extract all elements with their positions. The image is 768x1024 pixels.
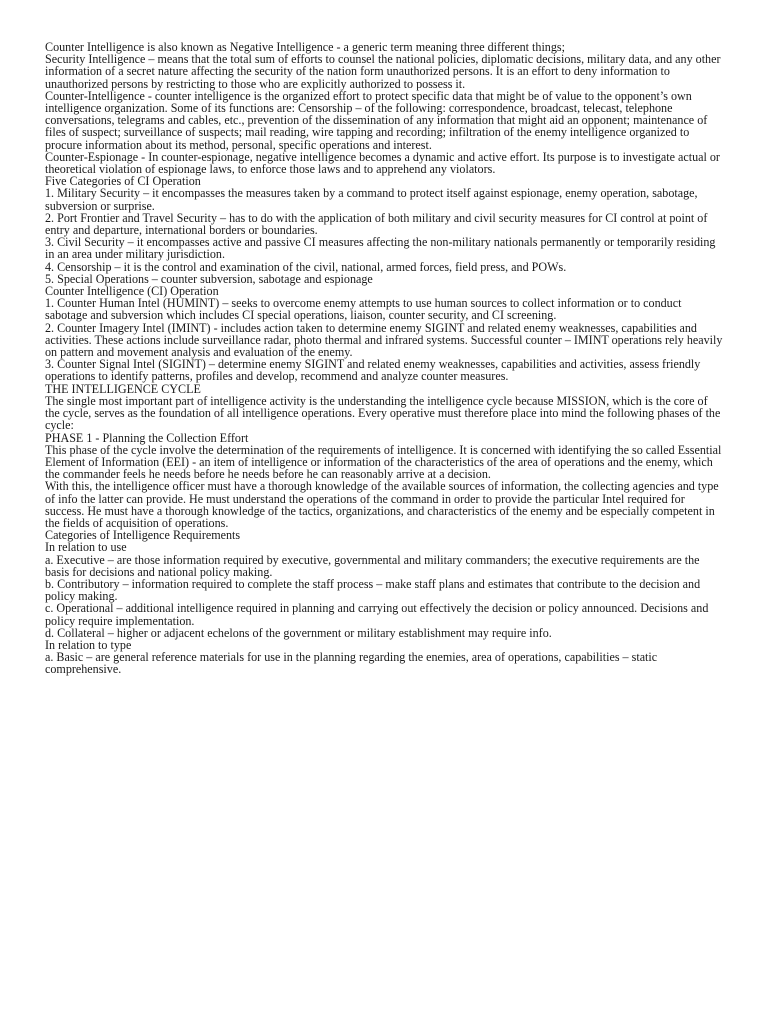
section-heading: THE INTELLIGENCE CYCLE <box>45 381 201 396</box>
counter-espionage-paragraph: Counter-Espionage - In counter-espionage, negative intelligence becomes a dynamic and active effort. Its purpose is to investigate actual or theoretical violation of espionage laws, to enforce those laws and to apprehend any violators. <box>45 149 720 177</box>
sub-heading: In relation to use <box>45 540 127 555</box>
sub-heading: In relation to type <box>45 637 132 652</box>
list-item: d. Collateral – higher or adjacent echelons of the government or military establishment may require info. <box>45 625 552 640</box>
list-item: 1. Military Security – it encompasses the measures taken by a command to protect itself against espionage, enemy operation, sabotage, subversion or surprise. <box>45 186 698 213</box>
body-paragraph: This phase of the cycle involve the determination of the requirements of intelligence. It is concerned with identifying the so called Essential Element of Information (EEI) - an item of intelligence or information of the characteristics of the area of operations and the enemy, which the commander feels he needs before he needs before he can reasonably arrive at a decision. <box>45 442 722 482</box>
section-heading: Five Categories of CI Operation <box>45 174 201 189</box>
list-item: 1. Counter Human Intel (HUMINT) – seeks to overcome enemy attempts to use human sources to collect information or to conduct sabotage and subversion which includes CI special operations, liaison, counter security, and CI screening. <box>45 296 682 323</box>
body-paragraph: The single most important part of intelligence activity is the understanding the intelligence cycle because MISSION, which is the core of the cycle, serves as the foundation of all intelligence operations. Every operative must therefore place into mind the following phases of the cycle: <box>45 393 721 433</box>
list-item: 2. Port Frontier and Travel Security – has to do with the application of both military and civil security measures for CI control at point of entry and departure, international borders or boundaries. <box>45 210 708 238</box>
section-heading: PHASE 1 - Planning the Collection Effort <box>45 430 249 445</box>
list-item: 3. Civil Security – it encompasses active and passive CI measures affecting the non-military nationals permanently or temporarily residing in an area under military jurisdiction. <box>45 235 716 262</box>
list-item: 5. Special Operations – counter subversion, sabotage and espionage <box>45 271 373 286</box>
counter-intelligence-paragraph: Counter-Intelligence - counter intelligence is the organized effort to protect specific data that might be of value to the opponent’s own intelligence organization. Some of its functions are: Censorship – of the following: correspondence, broadcast, telecast, telephone conversations, telegrams and cables, etc., prevention of the dissemination of any information that might aid an opponent; maintenance of files of suspect; surveillance of suspects; mail reading, wire tapping and recording; infiltration of the enemy intelligence organized to procure information about its method, personal, specific operations and interest. <box>45 88 708 152</box>
intro-paragraph: Counter Intelligence is also known as Negative Intelligence - a generic term meaning three different things; <box>45 40 565 54</box>
list-item: a. Basic – are general reference materials for use in the planning regarding the enemies, area of operations, capabilities – static comprehensive. <box>45 650 658 677</box>
list-item: 2. Counter Imagery Intel (IMINT) - includes action taken to determine enemy SIGINT and related enemy weaknesses, capabilities and activities. These actions include surveillance radar, photo thermal and infrared systems. Successful counter – IMINT operations rely heavily on pattern and movement analysis and evaluation of the enemy. <box>45 320 723 360</box>
list-item: 4. Censorship – it is the control and examination of the civil, national, armed forces, field press, and POWs. <box>45 259 567 274</box>
section-heading: Categories of Intelligence Requirements <box>45 528 241 543</box>
body-paragraph: With this, the intelligence officer must have a thorough knowledge of the available sources of information, the collecting agencies and type of info the latter can provide. He must understand the operations of the command in order to provide the particular Intel required for success. He must have a thorough knowledge of the tactics, organizations, and characteristics of the enemy and be especially competent in the fields of acquisition of operations. <box>45 479 719 530</box>
document-page <box>45 41 725 676</box>
list-item: 3. Counter Signal Intel (SIGINT) – determine enemy SIGINT and related enemy weaknesses, capabilities and activities, assess friendly operations to identify patterns, profiles and develop, recommend and analyze counter measures. <box>45 357 701 384</box>
section-heading: Counter Intelligence (CI) Operation <box>45 284 219 299</box>
list-item: a. Executive – are those information required by executive, governmental and military commanders; the executive requirements are the basis for decisions and national policy making. <box>45 552 700 579</box>
list-item: b. Contributory – information required to complete the staff process – make staff plans and estimates that contribute to the decision and policy making. <box>45 576 701 604</box>
security-intelligence-paragraph: Security Intelligence – means that the total sum of efforts to counsel the national policies, diplomatic decisions, military data, and any other information of a secret nature affecting the security of the nation form unauthorized persons. It is an effort to deny information to unauthorized persons by restricting to those who are explicitly authorized to possess it. <box>45 52 721 91</box>
list-item: c. Operational – additional intelligence required in planning and carrying out effectively the decision or policy announced. Decisions and policy require implementation. <box>45 601 709 628</box>
